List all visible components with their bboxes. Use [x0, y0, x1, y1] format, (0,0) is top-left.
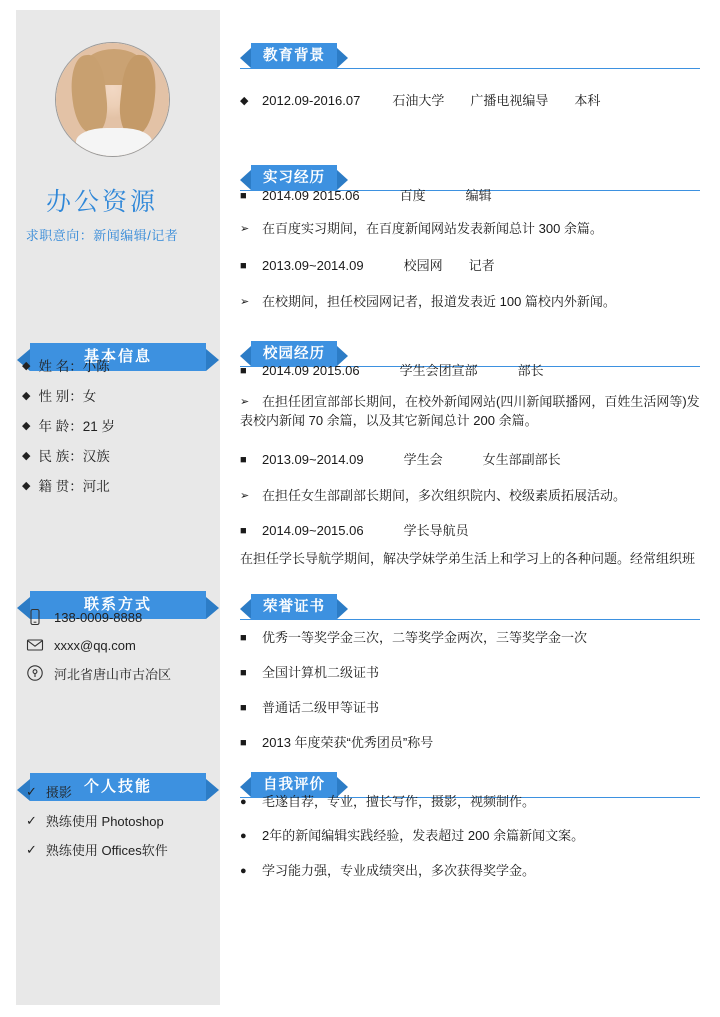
- email-text: xxxx@qq.com: [54, 637, 136, 653]
- basic-info-text: 民 族：汉族: [38, 449, 110, 464]
- ribbon-tail-left: [240, 599, 251, 619]
- diamond-icon: ◆: [22, 479, 31, 492]
- internship-date: 2013.09~2014.09: [262, 258, 364, 273]
- campus-org: 学生会团宣部: [399, 363, 478, 378]
- diamond-icon: ◆: [22, 419, 31, 432]
- diamond-icon: ◆: [22, 389, 31, 402]
- campus-desc: [240, 549, 702, 568]
- ribbon-tail-right: [337, 48, 348, 68]
- section-header-honors-label: 荣誉证书: [263, 599, 325, 615]
- skill-text: 熟练使用 Photoshop: [45, 814, 164, 829]
- section-header-self-evaluation-label: 自我评价: [263, 777, 325, 793]
- diamond-icon: ◆: [240, 95, 249, 107]
- education-item: [240, 91, 702, 110]
- circle-icon: ●: [240, 830, 247, 842]
- basic-info-list: [22, 350, 197, 500]
- list-item: [26, 631, 201, 659]
- campus-item: [240, 521, 702, 540]
- circle-icon: ●: [240, 865, 247, 877]
- square-icon: ■: [240, 702, 247, 714]
- arrow-icon: ➢: [240, 223, 250, 235]
- self-text: 2年的新闻编辑实践经验，发表超过 200 余篇新闻文案。: [262, 828, 585, 843]
- list-item: [26, 777, 201, 806]
- square-icon: ■: [240, 632, 247, 644]
- internship-item: [240, 186, 702, 205]
- internship-desc-text: 在百度实习期间，在百度新闻网站发表新闻总计 300 余篇。: [262, 221, 603, 236]
- honor-item: [240, 628, 702, 647]
- address-text: 河北省唐山市古冶区: [54, 666, 172, 682]
- education-school: 石油大学: [392, 93, 445, 108]
- honor-text: 优秀一等奖学金三次，二等奖学金两次，三等奖学金一次: [262, 630, 588, 645]
- campus-org: 学长导航员: [403, 523, 469, 538]
- internship-row: [240, 258, 495, 273]
- list-item: [22, 350, 197, 380]
- list-item: [22, 380, 197, 410]
- list-item: [22, 470, 197, 500]
- mail-icon: [26, 636, 44, 654]
- internship-role: 记者: [468, 258, 495, 273]
- square-icon: ■: [240, 365, 247, 377]
- contact-list: [26, 603, 201, 687]
- campus-role: 女生部副部长: [482, 452, 561, 467]
- list-item: [26, 806, 201, 835]
- internship-role: 编辑: [465, 188, 492, 203]
- internship-desc-text: 在校期间，担任校园网记者，报道发表近 100 篇校内外新闻。: [262, 294, 616, 309]
- divider: [240, 68, 700, 69]
- campus-row: [240, 523, 469, 538]
- self-item: [240, 792, 702, 811]
- skills-list: [26, 777, 201, 864]
- self-text: 学习能力强，专业成绩突出，多次获得奖学金。: [262, 863, 536, 878]
- check-icon: ✓: [26, 783, 37, 799]
- arrow-icon: ➢: [240, 396, 250, 408]
- section-header-contact-label: 联系方式: [83, 596, 152, 613]
- section-header-education-label: 教育背景: [263, 48, 325, 64]
- honor-text: 普通话二级甲等证书: [262, 700, 380, 715]
- list-item: [22, 410, 197, 440]
- arrow-icon: ➢: [240, 490, 250, 502]
- job-objective: 求职意向：新闻编辑/记者: [25, 228, 179, 243]
- square-icon: ■: [240, 260, 247, 272]
- campus-item: [240, 450, 702, 469]
- campus-date: 2014.09 2015.06: [262, 363, 360, 378]
- basic-info-text: 姓 名：小陈: [38, 359, 110, 374]
- section-header-internship-label: 实习经历: [263, 170, 325, 186]
- self-text: 毛遂自荐，专业，擅长写作，摄影，视频制作。: [262, 794, 536, 809]
- campus-desc-text: 在担任学长导航学期间，解决学妹学弟生活上和学习上的各种问题。经常组织班: [240, 551, 696, 566]
- location-icon: [26, 664, 44, 682]
- list-item: [22, 440, 197, 470]
- internship-org: 百度: [399, 188, 426, 203]
- diamond-icon: ◆: [22, 359, 31, 372]
- campus-date: 2014.09~2015.06: [262, 523, 364, 538]
- education-degree: 本科: [574, 93, 601, 108]
- campus-desc: [240, 486, 702, 505]
- avatar: [55, 42, 170, 157]
- self-item: [240, 861, 702, 880]
- honor-text: 全国计算机二级证书: [262, 665, 380, 680]
- divider: [240, 619, 700, 620]
- campus-role: 部长: [517, 363, 544, 378]
- square-icon: ■: [240, 525, 247, 537]
- candidate-name: 办公资源: [45, 188, 158, 216]
- internship-org: 校园网: [403, 258, 443, 273]
- education-row: [240, 93, 600, 108]
- education-major: 广播电视编导: [470, 93, 549, 108]
- basic-info-text: 籍 贯：河北: [38, 479, 110, 494]
- self-item: [240, 826, 702, 845]
- ribbon-tail-right: [337, 599, 348, 619]
- honor-item: [240, 733, 702, 752]
- campus-row: [240, 363, 544, 378]
- skill-text: 摄影: [45, 785, 72, 800]
- ribbon-tail-left: [240, 48, 251, 68]
- campus-desc: [240, 392, 702, 430]
- ribbon-tail-right: [206, 349, 219, 371]
- honor-text: 2013 年度荣获“优秀团员”称号: [262, 735, 434, 750]
- basic-info-text: 性 别：女: [38, 389, 97, 404]
- honor-item: [240, 663, 702, 682]
- phone-icon: [26, 608, 44, 626]
- internship-desc: [240, 292, 702, 311]
- campus-item: [240, 361, 702, 380]
- check-icon: ✓: [26, 841, 37, 857]
- list-item: [26, 659, 201, 687]
- square-icon: ■: [240, 454, 247, 466]
- phone-text: 138-0009-8888: [54, 609, 143, 625]
- square-icon: ■: [240, 190, 247, 202]
- list-item: [26, 835, 201, 864]
- ribbon-tail-right: [206, 779, 219, 801]
- internship-date: 2014.09 2015.06: [262, 188, 360, 203]
- honor-item: [240, 698, 702, 717]
- section-header-honors: [251, 594, 337, 620]
- campus-date: 2013.09~2014.09: [262, 452, 364, 467]
- avatar-body: [76, 128, 152, 157]
- square-icon: ■: [240, 737, 247, 749]
- section-header-skills-label: 个人技能: [83, 778, 152, 795]
- campus-desc-text: 在担任团宣部部长期间，在校外新闻网站(四川新闻联播网，百姓生活网等)发表校内新闻 70 余篇，以及其它新闻总计 200 余篇。: [240, 394, 700, 428]
- section-header-education: [251, 43, 337, 69]
- campus-desc-text: 在担任女生部副部长期间，多次组织院内、校级素质拓展活动。: [262, 488, 627, 503]
- skill-text: 熟练使用 Offices软件: [45, 843, 168, 858]
- campus-org: 学生会: [403, 452, 443, 467]
- basic-info-text: 年 龄：21 岁: [38, 419, 115, 434]
- internship-row: [240, 188, 492, 203]
- square-icon: ■: [240, 667, 247, 679]
- ribbon-tail-right: [206, 597, 219, 619]
- circle-icon: ●: [240, 796, 247, 808]
- check-icon: ✓: [26, 812, 37, 828]
- diamond-icon: ◆: [22, 449, 31, 462]
- section-header-basic-info-label: 基本信息: [83, 348, 152, 365]
- list-item: [26, 603, 201, 631]
- section-header-campus-label: 校园经历: [263, 346, 325, 362]
- internship-item: [240, 256, 702, 275]
- arrow-icon: ➢: [240, 296, 250, 308]
- education-date: 2012.09-2016.07: [262, 93, 361, 108]
- internship-desc: [240, 219, 702, 238]
- campus-row: [240, 452, 561, 467]
